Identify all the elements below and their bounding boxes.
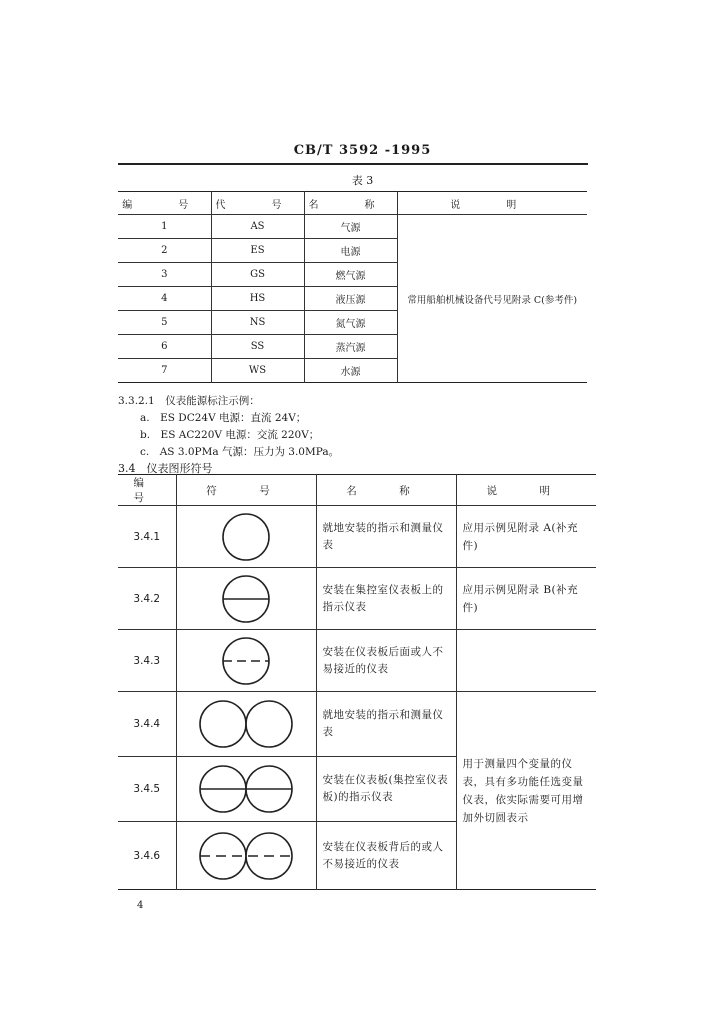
t34-desc: 应用示例见附录 B(补充件) [456,568,596,630]
table3-header-num: 编 号 [118,192,211,215]
table-row [118,215,587,239]
t34-num: 3.4.3 [118,630,176,692]
table3-cell-num: 3 [118,263,211,287]
t34-num: 3.4.5 [118,757,176,822]
t34-name: 安装在集控室仪表板上的指示仪表 [316,568,456,630]
page-number: 4 [137,900,144,911]
t34-desc: 应用示例见附录 A(补充件) [456,506,596,568]
double-circle-solid-line-symbol-icon [198,763,294,815]
table3-cell-code: HS [211,287,304,311]
t34-merged-desc: 用于测量四个变量的仪表，具有多功能任选变量仪表，依实际需要可用增加外切圆表示 [456,692,596,890]
table3-cell-num: 5 [118,311,211,335]
table3-cell-num: 4 [118,287,211,311]
t34-header-symbol: 符 号 [176,475,316,506]
table-row [118,630,596,692]
t34-name: 就地安装的指示和测量仪表 [316,506,456,568]
t34-header-row [118,475,596,506]
energy-notes [118,393,339,461]
table3-cell-name: 蒸汽源 [304,335,397,359]
table3-header-code: 代 号 [211,192,304,215]
table3-cell-num: 2 [118,239,211,263]
table-row [118,692,596,757]
t34-num: 3.4.2 [118,568,176,630]
t34-name: 安装在仪表板(集控室仪表板)的指示仪表 [316,757,456,822]
instrument-symbol-table [118,474,596,890]
table3-cell-code: GS [211,263,304,287]
t34-header-desc: 说 明 [456,475,596,506]
t34-desc [456,630,596,692]
t34-symbol-cell [176,822,316,890]
t34-symbol-cell [176,692,316,757]
t34-num: 3.4.4 [118,692,176,757]
table-row [118,506,596,568]
header-rule [118,163,588,165]
t34-num: 3.4.6 [133,849,161,862]
table3-cell-code: SS [211,335,304,359]
table3-cell-name: 液压源 [304,287,397,311]
t34-symbol-cell [176,506,316,568]
table3-cell-code: ES [211,239,304,263]
t34-symbol-cell [176,568,316,630]
table-3 [118,191,587,383]
table3-cell-num: 1 [118,215,211,239]
double-circle-dashed-line-symbol-icon [198,830,294,882]
table-row [118,568,596,630]
table3-cell-code: NS [211,311,304,335]
t34-symbol-cell [176,757,316,822]
table3-caption: 表 3 [351,174,374,187]
t34-name: 就地安装的指示和测量仪表 [316,692,456,757]
circle-solid-line-symbol-icon [220,573,272,625]
table3-header-desc: 说 明 [397,192,587,215]
table3-cell-code: AS [211,215,304,239]
t34-header-num: 编 号 [118,475,176,506]
section-3-4-title: 3.4 仪表图形符号 [118,462,213,475]
table3-cell-name: 电源 [304,239,397,263]
note-item: c. AS 3.0PMa 气源：压力为 3.0MPa。 [140,446,340,458]
table3-header-row [118,192,587,215]
t34-header-name: 名 称 [316,475,456,506]
t34-name: 安装在仪表板背后的或人不易接近的仪表 [316,822,456,890]
double-circle-symbol-icon [198,698,294,750]
t34-name: 安装在仪表板后面或人不易接近的仪表 [316,630,456,692]
table3-cell-name: 气源 [304,215,397,239]
table3-header-name: 名 称 [304,192,397,215]
notes-title: 3.3.2.1 仪表能源标注示例： [118,395,260,407]
table3-cell-num: 6 [118,335,211,359]
circle-dashed-line-symbol-icon [220,635,272,687]
t34-num: 3.4.1 [118,506,176,568]
table3-cell-code: WS [211,359,304,383]
table3-note: 常用船舶机械设备代号见附录 C(参考件) [397,215,587,383]
table3-cell-name: 氮气源 [304,311,397,335]
single-circle-symbol-icon [220,511,272,563]
table3-cell-num: 7 [161,365,168,376]
t34-symbol-cell [176,630,316,692]
standard-number: CB/T 3592 -1995 [293,143,432,158]
note-item: a. ES DC24V 电源：直流 24V； [140,412,307,424]
table3-cell-name: 水源 [304,359,397,383]
note-item: b. ES AC220V 电源：交流 220V； [140,429,320,441]
table3-cell-name: 燃气源 [304,263,397,287]
